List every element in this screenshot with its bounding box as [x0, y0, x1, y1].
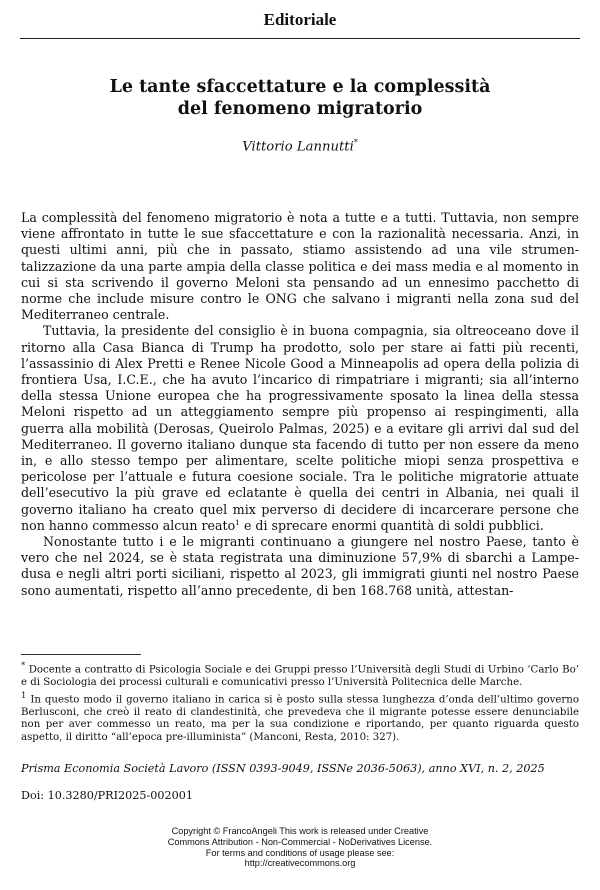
header-rule — [20, 38, 580, 39]
article-title — [20, 76, 580, 120]
article-title-line-2: del fenomeno migratorio — [177, 99, 423, 119]
paragraph-2-part-a: Tuttavia, la presidente del consiglio è in buona compagnia, sia oltreoceano dove il ritorno alla Casa Bianca di Trump ha prodotto, solo per stare ai fatti più recenti, l’assassinio di Alex Pretti e Renee Nicole Good a Minneapolis ad opera della polizia di frontiera Usa, I.C.E., che ha avuto l’incarico di rimpatriare i migranti; sia all’interno della stessa Unione europea che ha progressivamente sposato la linea della stessa Meloni rispetto ad un atteggiamento sempre più propenso ai respingimenti, alla guerra alla mobilità (Derosas, Queirolo Palmas, 2025) e a evitare gli arrivi dal sud del Mediterraneo. Il governo italiano dunque sta facendo di tutto per non essere da meno in, e allo stesso tempo per alimentare, scelte politiche miopi senza prospettiva e pericolose per l’attuale e futura coesione sociale. Tra le politiche migratorie attuate dell’esecutivo la più grave ed eclatante è quella dei centri in Albania, nei quali il governo italiano ha creato quel mix perverso di decidere di incarcerare persone che non hanno commesso alcun reato — [21, 323, 579, 533]
journal-citation: Prisma Economia Società Lavoro (ISSN 0393-9049, ISSNe 2036-5063), anno XVI, n. 2, 2025 — [21, 762, 545, 775]
paragraph-2 — [21, 323, 579, 534]
footnote-1-text: In questo modo il governo italiano in carica si è posto sulla stessa lunghezza d’onda dell’ultimo governo Berlusconi, che creò il reato di clandestinità, che prevedeva che il migrante potesse essere denunciabile non per aver commesso un reato, ma per la sua condizione e riportando, per quanto riguarda questo aspetto, il diritto “all’epoca pre-illuminista” (Manconi, Resta, 2010: 327). — [21, 693, 579, 743]
article-body — [21, 210, 579, 599]
footnote-reference-1[interactable]: 1 — [235, 517, 240, 527]
copyright-line-2: Commons Attribution - Non-Commercial - NoDerivatives License. — [167, 836, 433, 847]
paragraph-1: La complessità del fenomeno migratorio è nota a tutte e a tutti. Tuttavia, non sempre viene affrontato in tutte le sue sfaccettature e con la razionalità necessaria. Anzi, in questi ultimi anni, più che in passato, stiamo assistendo ad una vile strumentalizzazione da una parte ampia della classe politica e dei mass media e al momento in cui si sta scrivendo il governo Meloni sta pensando ad un ennesimo pacchetto di norme che include misure contro le ONG che salvano i migranti nella zona sud del Mediterraneo centrale. — [21, 210, 579, 323]
copyright-line-3: For terms and conditions of usage please see: — [205, 847, 395, 858]
footnote-separator — [21, 654, 141, 655]
paragraph-3: Nonostante tutto i e le migranti continuano a giungere nel nostro Paese, tanto è vero che nel 2024, se è stata registrata una diminuzione 57,9% di sbarchi a Lampedusa e negli altri porti siciliani, rispetto al 2023, gli immigrati giunti nel nostro Paese sono aumentati, rispetto all’anno precedente, di ben 168.768 unità, attestan- — [21, 534, 579, 598]
footnotes — [21, 660, 579, 744]
author-footnote-marker[interactable]: * — [353, 138, 358, 147]
author-byline — [20, 138, 580, 154]
footnote-author — [21, 660, 579, 690]
footnote-author-marker: * — [21, 661, 26, 671]
footnote-1-marker: 1 — [21, 690, 27, 701]
article-title-line-1: Le tante sfaccettature e la complessità — [109, 77, 491, 97]
copyright-notice — [110, 826, 490, 869]
section-header: Editoriale — [263, 10, 337, 29]
license-link[interactable]: http://creativecommons.org — [244, 858, 356, 869]
author-name: Vittorio Lannutti — [242, 139, 354, 155]
doi[interactable]: Doi: 10.3280/PRI2025-002001 — [21, 789, 193, 802]
copyright-line-1: Copyright © FrancoAngeli This work is released under Creative — [171, 826, 429, 836]
paragraph-2-part-b: e di sprecare enormi quantità di soldi pubblici. — [239, 517, 544, 533]
footnote-1 — [21, 690, 579, 745]
footnote-author-text: Docente a contratto di Psicologia Sociale e dei Gruppi presso l’Università degli Studi di Urbino ‘Carlo Bo’ e di Sociologia dei processi culturali e comunicativi presso l’Università Politecnica delle Marche. — [21, 664, 579, 688]
